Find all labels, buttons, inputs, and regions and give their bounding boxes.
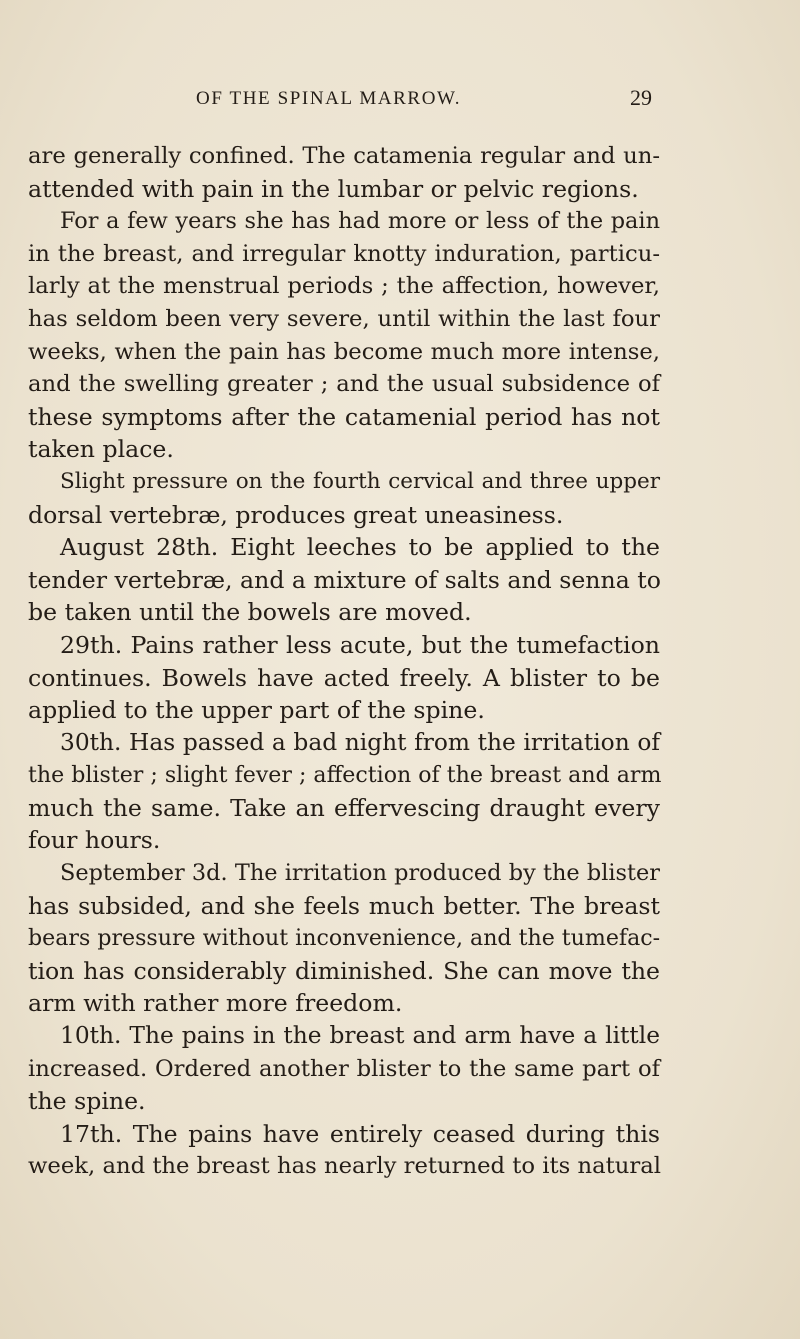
text-line: For a few years she has had more or less of the pain (60, 208, 660, 235)
text-line: August 28th. Eight leeches to be applied to the (60, 533, 660, 562)
text-line: has subsided, and she feels much better. The breast (28, 891, 660, 920)
text-line: continues. Bowels have acted freely. A blister to be (28, 663, 660, 692)
text-line: and the swelling greater ; and the usual subsidence of (28, 371, 660, 398)
text-line: tender vertebræ, and a mixture of salts and senna to (28, 565, 661, 594)
text-line: has seldom been very severe, until within the last four (28, 305, 660, 332)
text-line: larly at the menstrual periods ; the affection, however, (28, 273, 660, 300)
text-line: attended with pain in the lumbar or pelvic regions. (28, 174, 639, 203)
text-line: applied to the upper part of the spine. (28, 696, 485, 725)
text-line: Slight pressure on the fourth cervical and three upper (60, 468, 660, 494)
page-number: 29 (630, 85, 652, 110)
text-line: four hours. (28, 826, 161, 855)
text-line: the spine. (28, 1087, 146, 1116)
text-line: these symptoms after the catamenial period has not (28, 402, 660, 431)
text-line: week, and the breast has nearly returned to its natural (28, 1153, 661, 1180)
text-line: 10th. The pains in the breast and arm have a little (60, 1022, 660, 1050)
text-line: are generally confined. The catamenia regular and un- (28, 143, 660, 169)
text-line: taken place. (28, 435, 174, 464)
text-line: in the breast, and irregular knotty induration, particu- (28, 240, 660, 267)
text-line: tion has considerably diminished. She can move the (28, 956, 660, 985)
text-line: 30th. Has passed a bad night from the irritation of (60, 728, 660, 756)
text-line: bears pressure without inconvenience, and the tumefac- (28, 925, 661, 952)
text-line: 17th. The pains have entirely ceased during this (60, 1119, 660, 1148)
text-line: increased. Ordered another blister to the same part of (28, 1055, 660, 1082)
text-line: September 3d. The irritation produced by the blister (60, 860, 660, 887)
text-line: weeks, when the pain has become much more intense, (28, 338, 660, 365)
text-line: be taken until the bowels are moved. (28, 598, 472, 627)
text-line: dorsal vertebræ, produces great uneasiness. (28, 500, 564, 529)
text-line: the blister ; slight fever ; affection of the breast and arm (28, 762, 662, 789)
running-title: OF THE SPINAL MARROW. (196, 88, 462, 109)
text-line: 29th. Pains rather less acute, but the tumefaction (60, 630, 660, 659)
body-text (28, 140, 660, 1183)
text-line: arm with rather more freedom. (28, 989, 403, 1018)
text-line: much the same. Take an effervescing draught every (28, 793, 660, 822)
page-header (0, 85, 800, 118)
